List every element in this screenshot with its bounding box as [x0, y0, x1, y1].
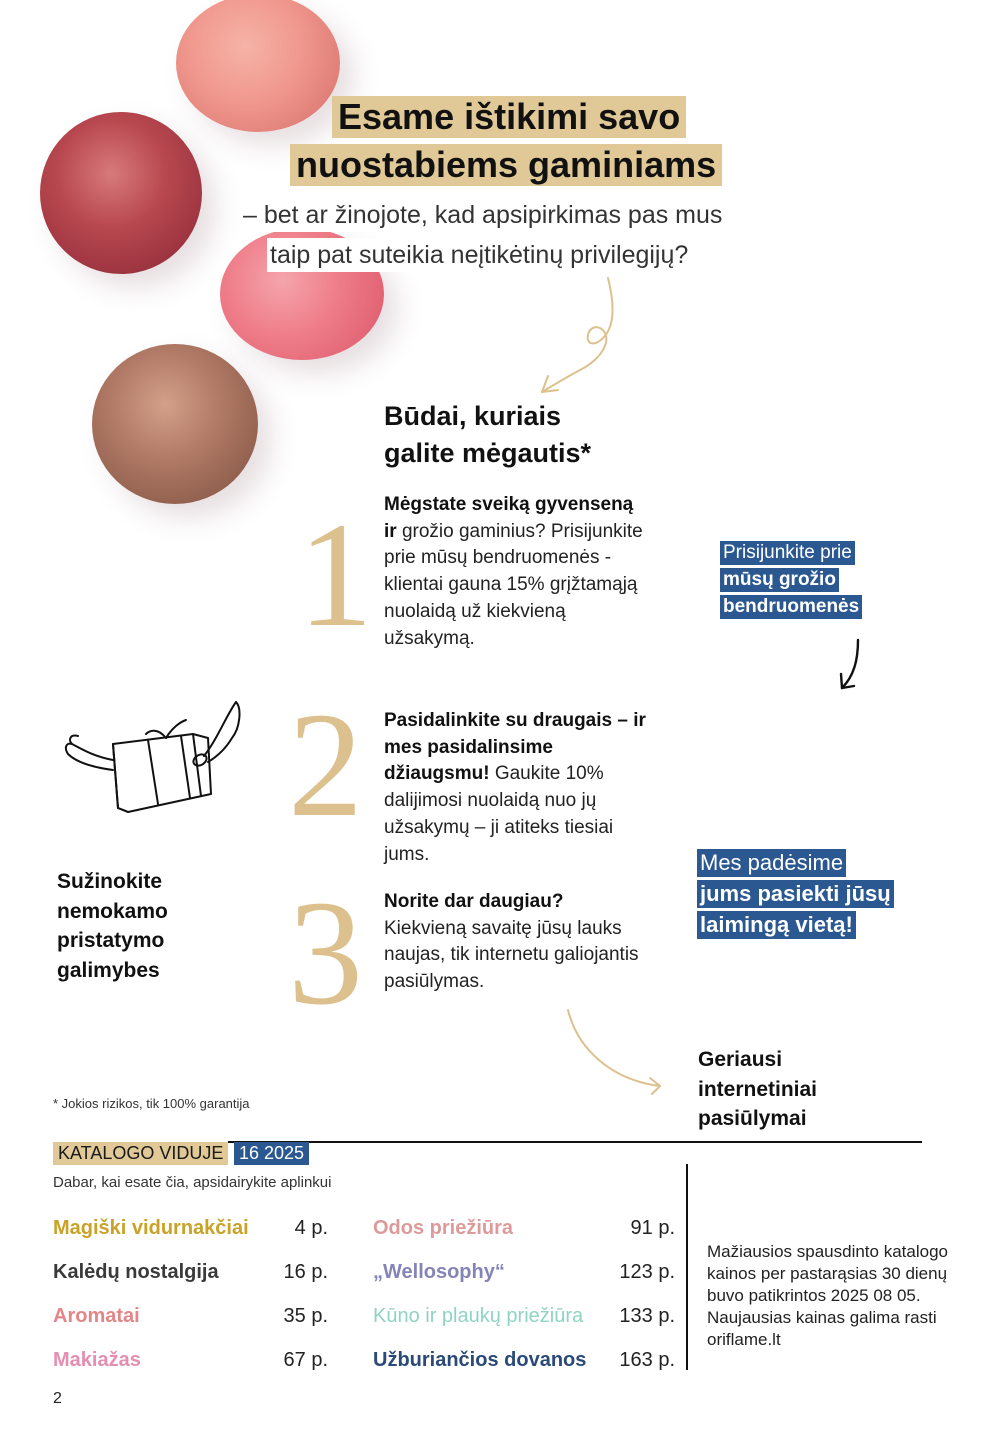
catalog-subtitle: Dabar, kai esate čia, apsidairykite aplinkui — [53, 1174, 332, 1191]
step-2-bold: Pasidalinkite su draugais – ir mes pasidalinsime džiaugsmu! — [384, 710, 646, 785]
blush-ball-bronze-image — [92, 344, 258, 504]
online-offers-link[interactable] — [698, 1045, 817, 1134]
step-3-text — [384, 889, 644, 996]
ways-heading-line-1: Būdai, kuriais — [384, 401, 562, 431]
toc-item-page: 35 p. — [283, 1305, 328, 1327]
toc-item[interactable] — [53, 1257, 328, 1301]
subheadline-line-1: – bet ar žinojote, kad apsipirkimas pas mus — [240, 198, 725, 232]
toc-item-title: Makiažas — [53, 1349, 141, 1371]
toc-item-page: 163 p. — [619, 1349, 675, 1371]
toc-right-column — [373, 1213, 675, 1389]
catalog-inside-tag: KATALOGO VIDUJE — [53, 1142, 228, 1165]
toc-item[interactable] — [373, 1345, 675, 1389]
subheadline-line-2: taip pat suteikia neįtikėtinų privilegijų? — [267, 238, 691, 272]
toc-item-title: Aromatai — [53, 1305, 140, 1327]
offers-line-3: pasiūlymai — [698, 1107, 807, 1130]
blush-ball-red-image — [40, 112, 202, 274]
step-1-text — [384, 492, 644, 652]
toc-item[interactable] — [53, 1301, 328, 1345]
join-community-callout[interactable] — [720, 541, 862, 622]
toc-item-title: Kūno ir plaukų priežiūra — [373, 1305, 584, 1327]
ways-heading — [384, 398, 591, 472]
section-divider — [228, 1141, 922, 1143]
toc-item-page: 123 p. — [619, 1261, 675, 1283]
blush-ball-peach-image — [176, 0, 340, 132]
toc-item-title: Odos priežiūra — [373, 1217, 514, 1239]
happy-callout-line-2: jums pasiekti jūsų — [697, 880, 894, 908]
step-3-bold: Norite dar daugiau? — [384, 891, 564, 912]
toc-item[interactable] — [373, 1301, 675, 1345]
toc-item-title: Magiški vidurnakčiai — [53, 1217, 249, 1239]
toc-item-title: „Wellosophy“ — [373, 1261, 505, 1283]
curly-arrow-icon — [520, 270, 640, 400]
step-1-body: grožio gaminius? Prisijunkite prie mūsų bendruomenės - klientai gauna 15% grįžtamąją nuolaidą už kiekvieną užsakymą. — [384, 520, 643, 649]
step-number-2: 2 — [288, 682, 363, 848]
delivery-line-1: Sužinokite — [57, 870, 163, 893]
catalog-issue-tag: 16 2025 — [234, 1142, 309, 1165]
curved-arrow-icon — [560, 1006, 670, 1096]
step-number-3: 3 — [288, 870, 363, 1036]
page-number: 2 — [53, 1390, 62, 1407]
step-number-1: 1 — [298, 492, 373, 658]
arrow-down-left-icon — [832, 636, 868, 694]
step-3-body: Kiekvieną savaitę jūsų lauks naujas, tik internetu galiojantis pasiūlymas. — [384, 917, 639, 993]
flying-gift-box-icon — [58, 698, 244, 820]
toc-item[interactable] — [373, 1213, 675, 1257]
toc-item-page: 133 p. — [619, 1305, 675, 1327]
step-1-bold: Mėgstate sveiką gyvenseną ir — [384, 494, 634, 542]
headline-line-1: Esame ištikimi savo — [332, 96, 686, 138]
price-note: Mažiausios spausdinto katalogo kainos per pastarąsias 30 dienų buvo patikrintos 2025 08 05. Naujausias kainas galima rasti oriflame.lt — [707, 1242, 948, 1349]
join-callout-line-2: mūsų grožio — [720, 568, 839, 592]
delivery-line-3: pristatymo — [57, 929, 165, 952]
step-2-body: Gaukite 10% dalijimosi nuolaidą nuo jų užsakymų – ji atiteks tiesiai jums. — [384, 763, 614, 865]
toc-item-page: 91 p. — [630, 1217, 675, 1239]
ways-heading-line-2: galite mėgautis* — [384, 438, 592, 468]
happy-callout-line-3: laimingą vietą! — [697, 911, 856, 939]
happy-callout-line-1: Mes padėsime — [697, 849, 846, 877]
free-delivery-link[interactable] — [57, 867, 168, 985]
toc-item[interactable] — [373, 1257, 675, 1301]
toc-item[interactable] — [53, 1213, 328, 1257]
join-callout-line-1: Prisijunkite prie — [720, 541, 855, 565]
happy-place-callout — [697, 849, 894, 942]
toc-item-page: 67 p. — [283, 1349, 328, 1371]
delivery-line-4: galimybes — [57, 958, 160, 982]
footnote: * Jokios rizikos, tik 100% garantija — [53, 1096, 250, 1111]
toc-item-page: 4 p. — [294, 1217, 328, 1239]
toc-item-title: Užburiančios dovanos — [373, 1349, 587, 1371]
delivery-line-2: nemokamo — [57, 899, 168, 923]
vertical-divider — [686, 1164, 688, 1370]
toc-item-page: 16 p. — [283, 1261, 328, 1283]
offers-line-2: internetiniai — [698, 1077, 818, 1101]
headline-line-2: nuostabiems gaminiams — [290, 144, 722, 186]
step-2-text — [384, 708, 654, 868]
toc-left-column — [53, 1213, 328, 1389]
toc-item[interactable] — [53, 1345, 328, 1389]
join-callout-line-3: bendruomenės — [720, 595, 862, 619]
toc-item-title: Kalėdų nostalgija — [53, 1261, 219, 1283]
offers-line-1: Geriausi — [698, 1048, 783, 1071]
